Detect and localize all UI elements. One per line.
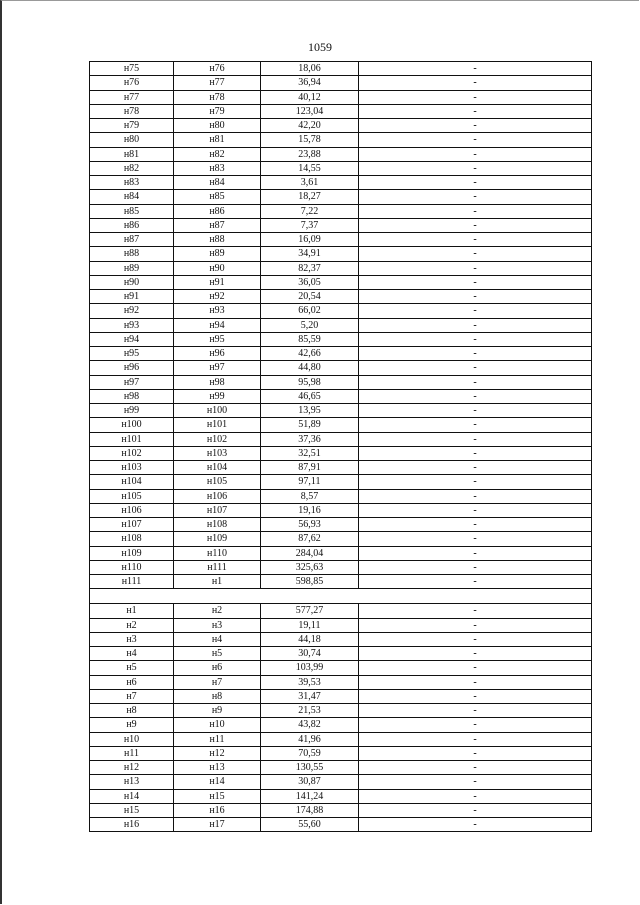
table-row [90, 689, 592, 703]
point-to-cell: н103 [174, 446, 261, 460]
point-from-cell: н88 [90, 247, 174, 261]
distance-cell: 66,02 [261, 304, 359, 318]
table-row [90, 104, 592, 118]
note-cell: - [359, 647, 592, 661]
table-row [90, 746, 592, 760]
table-row [90, 647, 592, 661]
distance-cell: 577,27 [261, 604, 359, 618]
point-from-cell: н106 [90, 503, 174, 517]
distance-cell: 55,60 [261, 818, 359, 832]
point-from-cell: н7 [90, 689, 174, 703]
point-to-cell: н94 [174, 318, 261, 332]
point-from-cell: н9 [90, 718, 174, 732]
note-cell: - [359, 704, 592, 718]
note-cell: - [359, 104, 592, 118]
distance-cell: 56,93 [261, 518, 359, 532]
point-to-cell: н14 [174, 775, 261, 789]
note-cell: - [359, 90, 592, 104]
table-row [90, 404, 592, 418]
point-from-cell: н16 [90, 818, 174, 832]
point-to-cell: н17 [174, 818, 261, 832]
point-from-cell: н96 [90, 361, 174, 375]
table-row [90, 76, 592, 90]
note-cell: - [359, 489, 592, 503]
note-cell: - [359, 746, 592, 760]
distance-cell: 130,55 [261, 761, 359, 775]
point-from-cell: н102 [90, 446, 174, 460]
section-divider-cell [90, 589, 592, 604]
distance-cell: 14,55 [261, 161, 359, 175]
point-to-cell: н10 [174, 718, 261, 732]
distance-cell: 34,91 [261, 247, 359, 261]
note-cell: - [359, 76, 592, 90]
note-cell: - [359, 404, 592, 418]
point-to-cell: н2 [174, 604, 261, 618]
distance-cell: 23,88 [261, 147, 359, 161]
distance-cell: 36,94 [261, 76, 359, 90]
point-to-cell: н4 [174, 632, 261, 646]
table-row [90, 318, 592, 332]
table-row [90, 304, 592, 318]
distance-cell: 82,37 [261, 261, 359, 275]
table-row [90, 789, 592, 803]
note-cell: - [359, 290, 592, 304]
point-from-cell: н82 [90, 161, 174, 175]
note-cell: - [359, 218, 592, 232]
point-to-cell: н93 [174, 304, 261, 318]
note-cell: - [359, 775, 592, 789]
point-from-cell: н105 [90, 489, 174, 503]
table-row [90, 732, 592, 746]
distance-cell: 16,09 [261, 233, 359, 247]
note-cell: - [359, 247, 592, 261]
point-from-cell: н101 [90, 432, 174, 446]
point-from-cell: н81 [90, 147, 174, 161]
point-to-cell: н110 [174, 546, 261, 560]
point-to-cell: н104 [174, 461, 261, 475]
point-from-cell: н12 [90, 761, 174, 775]
note-cell: - [359, 661, 592, 675]
note-cell: - [359, 176, 592, 190]
point-to-cell: н97 [174, 361, 261, 375]
point-from-cell: н99 [90, 404, 174, 418]
point-from-cell: н95 [90, 347, 174, 361]
note-cell: - [359, 532, 592, 546]
distance-cell: 19,11 [261, 618, 359, 632]
point-from-cell: н80 [90, 133, 174, 147]
point-to-cell: н106 [174, 489, 261, 503]
note-cell: - [359, 475, 592, 489]
point-from-cell: н77 [90, 90, 174, 104]
point-from-cell: н4 [90, 647, 174, 661]
point-to-cell: н108 [174, 518, 261, 532]
point-to-cell: н83 [174, 161, 261, 175]
distance-cell: 31,47 [261, 689, 359, 703]
table-row [90, 704, 592, 718]
table-row [90, 161, 592, 175]
note-cell: - [359, 233, 592, 247]
point-to-cell: н100 [174, 404, 261, 418]
point-from-cell: н83 [90, 176, 174, 190]
note-cell: - [359, 304, 592, 318]
distance-cell: 7,37 [261, 218, 359, 232]
point-to-cell: н79 [174, 104, 261, 118]
distance-cell: 8,57 [261, 489, 359, 503]
table-row [90, 147, 592, 161]
note-cell: - [359, 375, 592, 389]
point-from-cell: н14 [90, 789, 174, 803]
table-row [90, 204, 592, 218]
note-cell: - [359, 818, 592, 832]
table-row [90, 375, 592, 389]
note-cell: - [359, 418, 592, 432]
note-cell: - [359, 675, 592, 689]
distance-cell: 30,74 [261, 647, 359, 661]
table-row [90, 604, 592, 618]
point-from-cell: н92 [90, 304, 174, 318]
note-cell: - [359, 689, 592, 703]
point-to-cell: н107 [174, 503, 261, 517]
table-row [90, 761, 592, 775]
point-from-cell: н107 [90, 518, 174, 532]
table-row [90, 489, 592, 503]
point-to-cell: н9 [174, 704, 261, 718]
table-row [90, 190, 592, 204]
table-row [90, 532, 592, 546]
point-from-cell: н5 [90, 661, 174, 675]
distance-cell: 43,82 [261, 718, 359, 732]
distance-cell: 70,59 [261, 746, 359, 760]
note-cell: - [359, 618, 592, 632]
note-cell: - [359, 789, 592, 803]
point-to-cell: н13 [174, 761, 261, 775]
table-row [90, 803, 592, 817]
point-from-cell: н93 [90, 318, 174, 332]
table-row [90, 133, 592, 147]
point-to-cell: н92 [174, 290, 261, 304]
page-number: 1059 [308, 40, 332, 54]
point-to-cell: н11 [174, 732, 261, 746]
point-to-cell: н5 [174, 647, 261, 661]
distance-cell: 44,18 [261, 632, 359, 646]
point-from-cell: н10 [90, 732, 174, 746]
point-from-cell: н8 [90, 704, 174, 718]
boundary-points-table [89, 61, 592, 832]
point-from-cell: н76 [90, 76, 174, 90]
note-cell: - [359, 62, 592, 76]
note-cell: - [359, 261, 592, 275]
table-row [90, 119, 592, 133]
point-from-cell: н89 [90, 261, 174, 275]
point-to-cell: н90 [174, 261, 261, 275]
point-to-cell: н91 [174, 275, 261, 289]
point-to-cell: н1 [174, 575, 261, 589]
note-cell: - [359, 147, 592, 161]
point-from-cell: н2 [90, 618, 174, 632]
table-row [90, 818, 592, 832]
table-row [90, 418, 592, 432]
point-from-cell: н111 [90, 575, 174, 589]
note-cell: - [359, 632, 592, 646]
distance-cell: 7,22 [261, 204, 359, 218]
point-to-cell: н109 [174, 532, 261, 546]
distance-cell: 97,11 [261, 475, 359, 489]
note-cell: - [359, 318, 592, 332]
distance-cell: 42,20 [261, 119, 359, 133]
point-from-cell: н85 [90, 204, 174, 218]
table-row [90, 461, 592, 475]
distance-cell: 325,63 [261, 560, 359, 574]
distance-cell: 13,95 [261, 404, 359, 418]
point-to-cell: н105 [174, 475, 261, 489]
point-to-cell: н78 [174, 90, 261, 104]
distance-cell: 46,65 [261, 389, 359, 403]
note-cell: - [359, 332, 592, 346]
table-row [90, 347, 592, 361]
table-row [90, 618, 592, 632]
distance-cell: 87,62 [261, 532, 359, 546]
distance-cell: 41,96 [261, 732, 359, 746]
point-from-cell: н3 [90, 632, 174, 646]
point-to-cell: н102 [174, 432, 261, 446]
distance-cell: 85,59 [261, 332, 359, 346]
table-row [90, 775, 592, 789]
point-to-cell: н80 [174, 119, 261, 133]
note-cell: - [359, 347, 592, 361]
point-to-cell: н8 [174, 689, 261, 703]
point-from-cell: н91 [90, 290, 174, 304]
distance-cell: 103,99 [261, 661, 359, 675]
table-row [90, 233, 592, 247]
distance-cell: 30,87 [261, 775, 359, 789]
point-from-cell: н94 [90, 332, 174, 346]
table-row [90, 446, 592, 460]
point-from-cell: н97 [90, 375, 174, 389]
point-from-cell: н103 [90, 461, 174, 475]
point-to-cell: н6 [174, 661, 261, 675]
distance-cell: 21,53 [261, 704, 359, 718]
point-from-cell: н1 [90, 604, 174, 618]
note-cell: - [359, 275, 592, 289]
distance-cell: 174,88 [261, 803, 359, 817]
note-cell: - [359, 389, 592, 403]
note-cell: - [359, 718, 592, 732]
point-to-cell: н12 [174, 746, 261, 760]
table-row [90, 718, 592, 732]
point-to-cell: н99 [174, 389, 261, 403]
table-row [90, 290, 592, 304]
point-to-cell: н77 [174, 76, 261, 90]
note-cell: - [359, 361, 592, 375]
distance-cell: 123,04 [261, 104, 359, 118]
note-cell: - [359, 761, 592, 775]
table-row [90, 389, 592, 403]
distance-cell: 36,05 [261, 275, 359, 289]
distance-cell: 3,61 [261, 176, 359, 190]
distance-cell: 87,91 [261, 461, 359, 475]
point-to-cell: н76 [174, 62, 261, 76]
point-to-cell: н7 [174, 675, 261, 689]
table-row [90, 176, 592, 190]
point-to-cell: н89 [174, 247, 261, 261]
table-row [90, 90, 592, 104]
point-from-cell: н11 [90, 746, 174, 760]
table-row [90, 632, 592, 646]
table-row [90, 332, 592, 346]
distance-cell: 32,51 [261, 446, 359, 460]
table-row [90, 560, 592, 574]
point-to-cell: н96 [174, 347, 261, 361]
point-from-cell: н87 [90, 233, 174, 247]
point-to-cell: н82 [174, 147, 261, 161]
table-row [90, 432, 592, 446]
note-cell: - [359, 446, 592, 460]
note-cell: - [359, 503, 592, 517]
note-cell: - [359, 518, 592, 532]
distance-cell: 51,89 [261, 418, 359, 432]
distance-cell: 284,04 [261, 546, 359, 560]
note-cell: - [359, 432, 592, 446]
point-from-cell: н84 [90, 190, 174, 204]
point-from-cell: н90 [90, 275, 174, 289]
note-cell: - [359, 732, 592, 746]
note-cell: - [359, 803, 592, 817]
note-cell: - [359, 575, 592, 589]
point-from-cell: н78 [90, 104, 174, 118]
distance-cell: 39,53 [261, 675, 359, 689]
table-row [90, 546, 592, 560]
table-row [90, 575, 592, 589]
point-to-cell: н111 [174, 560, 261, 574]
table-row [90, 247, 592, 261]
point-to-cell: н84 [174, 176, 261, 190]
distance-cell: 19,16 [261, 503, 359, 517]
point-from-cell: н75 [90, 62, 174, 76]
distance-cell: 95,98 [261, 375, 359, 389]
point-from-cell: н13 [90, 775, 174, 789]
point-to-cell: н88 [174, 233, 261, 247]
note-cell: - [359, 560, 592, 574]
distance-cell: 42,66 [261, 347, 359, 361]
table-row [90, 361, 592, 375]
note-cell: - [359, 190, 592, 204]
table-row [90, 275, 592, 289]
table-row [90, 475, 592, 489]
point-to-cell: н86 [174, 204, 261, 218]
point-from-cell: н110 [90, 560, 174, 574]
table-row [90, 218, 592, 232]
point-to-cell: н81 [174, 133, 261, 147]
point-from-cell: н109 [90, 546, 174, 560]
table-row [90, 261, 592, 275]
point-to-cell: н3 [174, 618, 261, 632]
table-row [90, 675, 592, 689]
point-from-cell: н6 [90, 675, 174, 689]
note-cell: - [359, 204, 592, 218]
table-row [90, 503, 592, 517]
distance-cell: 40,12 [261, 90, 359, 104]
distance-cell: 15,78 [261, 133, 359, 147]
note-cell: - [359, 461, 592, 475]
point-from-cell: н98 [90, 389, 174, 403]
distance-cell: 5,20 [261, 318, 359, 332]
distance-cell: 18,06 [261, 62, 359, 76]
point-from-cell: н86 [90, 218, 174, 232]
point-from-cell: н100 [90, 418, 174, 432]
note-cell: - [359, 546, 592, 560]
table-row [90, 661, 592, 675]
distance-cell: 37,36 [261, 432, 359, 446]
point-from-cell: н108 [90, 532, 174, 546]
section-divider-row [90, 589, 592, 604]
point-from-cell: н15 [90, 803, 174, 817]
point-from-cell: н104 [90, 475, 174, 489]
distance-cell: 20,54 [261, 290, 359, 304]
note-cell: - [359, 133, 592, 147]
distance-cell: 18,27 [261, 190, 359, 204]
distance-cell: 141,24 [261, 789, 359, 803]
distance-cell: 598,85 [261, 575, 359, 589]
table-row [90, 518, 592, 532]
point-to-cell: н15 [174, 789, 261, 803]
point-to-cell: н85 [174, 190, 261, 204]
table-row [90, 62, 592, 76]
point-to-cell: н87 [174, 218, 261, 232]
note-cell: - [359, 161, 592, 175]
note-cell: - [359, 119, 592, 133]
note-cell: - [359, 604, 592, 618]
point-to-cell: н101 [174, 418, 261, 432]
distance-cell: 44,80 [261, 361, 359, 375]
point-to-cell: н98 [174, 375, 261, 389]
point-to-cell: н95 [174, 332, 261, 346]
point-to-cell: н16 [174, 803, 261, 817]
point-from-cell: н79 [90, 119, 174, 133]
